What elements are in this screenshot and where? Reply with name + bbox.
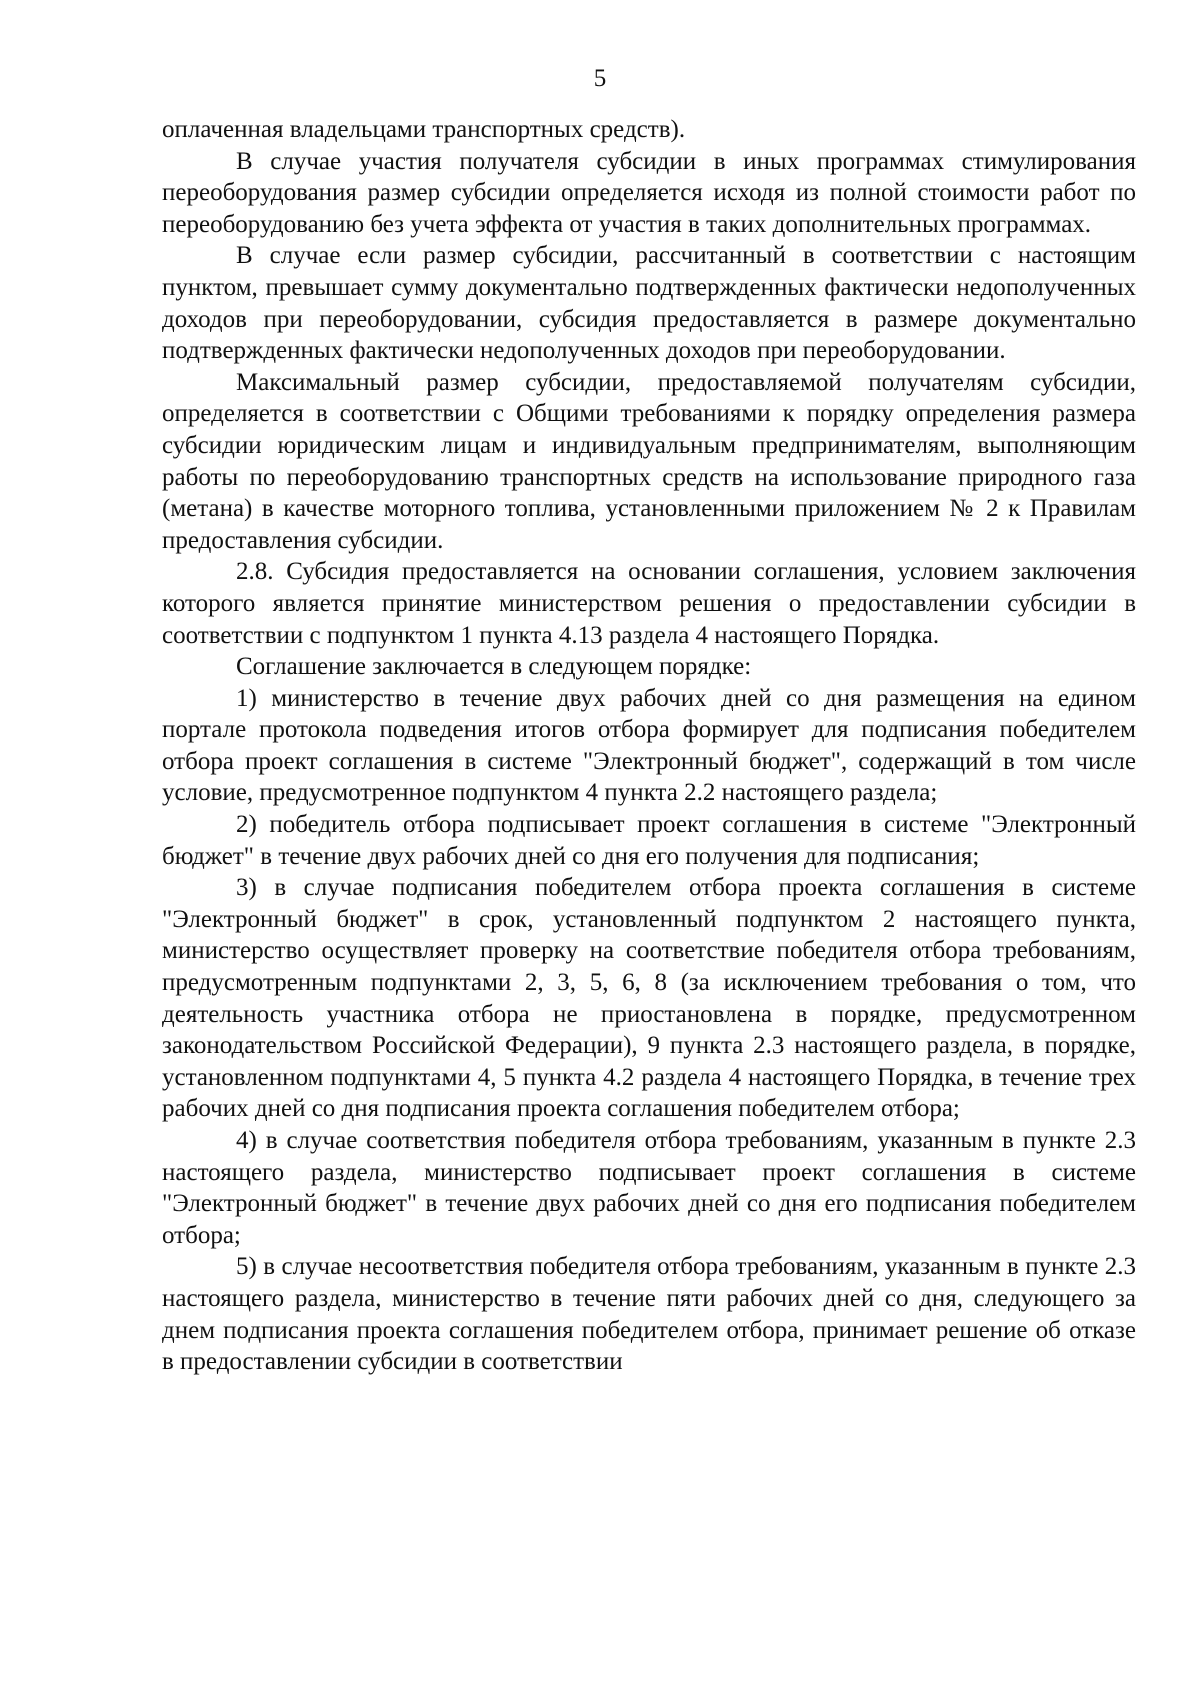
paragraph: 2.8. Субсидия предоставляется на основании соглашения, условием заключения которого является принятие министерством решения о предоставлении субсидии в соответствии с подпунктом 1 пункта 4.13 раздела 4 настоящего Порядка.: [162, 558, 1136, 649]
paragraph: Максимальный размер субсидии, предоставляемой получателям субсидии, определяется в соответствии с Общими требованиями к порядку определения размера субсидии юридическим лицам и индивидуальным предпринимателям, выполняющим работы по переоборудованию транспортных средств на использование природного газа (метана) в качестве моторного топлива, установленными приложением № 2 к Правилам предоставления субсидии.: [162, 368, 1136, 554]
paragraph: 2) победитель отбора подписывает проект соглашения в системе "Электронный бюджет" в течение двух рабочих дней со дня его получения для подписания;: [162, 811, 1136, 870]
paragraph: 5) в случае несоответствия победителя отбора требованиям, указанным в пункте 2.3 настоящего раздела, министерство в течение пяти рабочих дней со дня, следующего за днем подписания проекта соглашения победителем отбора, принимает решение об отказе в предоставлении субсидии в соответствии: [162, 1253, 1136, 1376]
paragraph: Соглашение заключается в следующем порядке:: [236, 653, 752, 681]
document-body: [162, 114, 1136, 1378]
paragraph: 3) в случае подписания победителем отбора проекта соглашения в системе "Электронный бюджет" в срок, установленный подпунктом 2 настоящего пункта, министерство осуществляет проверку на соответствие победителя отбора требованиям, предусмотренным подпунктами 2, 3, 5, 6, 8 (за исключением требования о том, что деятельность участника отбора не приостановлена в порядке, предусмотренном законодательством Российской Федерации), 9 пункта 2.3 настоящего раздела, в порядке, установленном подпунктами 4, 5 пункта 4.2 раздела 4 настоящего Порядка, в течение трех рабочих дней со дня подписания проекта соглашения победителем отбора;: [162, 874, 1136, 1123]
paragraph: оплаченная владельцами транспортных средств).: [162, 116, 686, 143]
paragraph: 4) в случае соответствия победителя отбора требованиям, указанным в пункте 2.3 настоящего раздела, министерство подписывает проект соглашения в системе "Электронный бюджет" в течение двух рабочих дней со дня его подписания победителем отбора;: [162, 1127, 1136, 1249]
paragraph: В случае если размер субсидии, рассчитанный в соответствии с настоящим пунктом, превышает сумму документально подтвержденных фактически недополученных доходов при переоборудовании, субсидия предоставляется в размере документально подтвержденных фактически недополученных доходов при переоборудовании.: [162, 242, 1136, 365]
page-number: 5: [593, 65, 607, 92]
paragraph: В случае участия получателя субсидии в иных программах стимулирования переоборудования размер субсидии определяется исходя из полной стоимости работ по переоборудованию без учета эффекта от участия в таких дополнительных программах.: [162, 147, 1136, 238]
paragraph: 1) министерство в течение двух рабочих дней со дня размещения на едином портале протокола подведения итогов отбора формирует для подписания победителем отбора проект соглашения в системе "Электронный бюджет", содержащий в том числе условие, предусмотренное подпунктом 4 пункта 2.2 настоящего раздела;: [162, 684, 1136, 807]
